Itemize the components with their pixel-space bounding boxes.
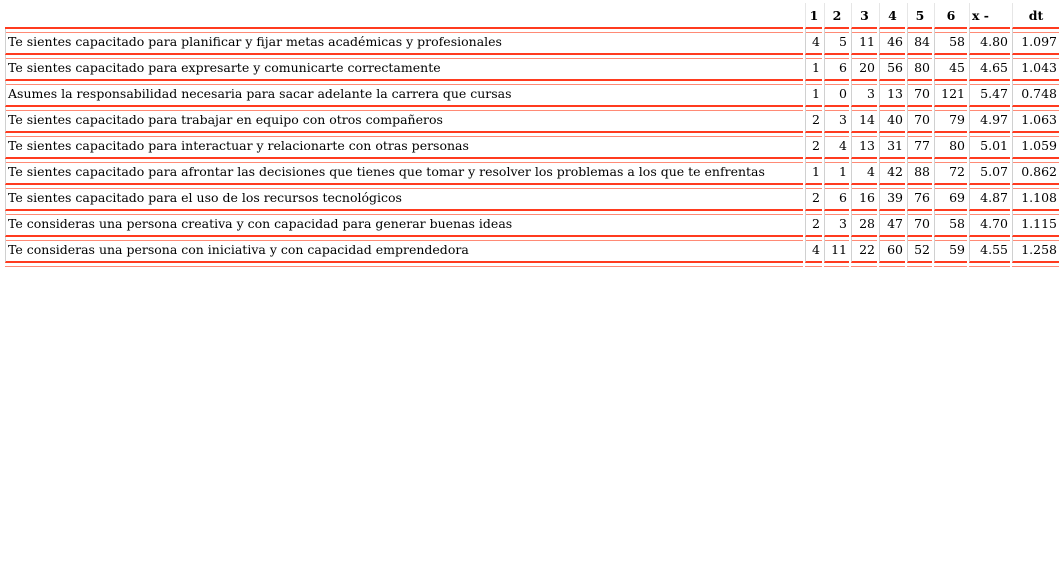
mean-value: 4.97 bbox=[969, 107, 1010, 133]
count-1: 4 bbox=[805, 29, 822, 55]
count-1: 4 bbox=[805, 237, 822, 263]
table-row bbox=[5, 81, 1059, 107]
count-6: 58 bbox=[934, 29, 967, 55]
row-item-label: Te sientes capacitado para afrontar las decisiones que tienes que tomar y resolver los problemas a los que te enfrentas bbox=[5, 159, 803, 185]
std-dev-value: 0.748 bbox=[1012, 81, 1059, 107]
std-dev-value: 1.097 bbox=[1012, 29, 1059, 55]
header-col-6: 6 bbox=[934, 3, 967, 29]
row-item-label: Te sientes capacitado para trabajar en equipo con otros compañeros bbox=[5, 107, 803, 133]
count-3: 11 bbox=[851, 29, 877, 55]
count-3: 14 bbox=[851, 107, 877, 133]
header-col-2: 2 bbox=[824, 3, 849, 29]
header-col-3: 3 bbox=[851, 3, 877, 29]
count-5: 88 bbox=[907, 159, 932, 185]
count-5: 70 bbox=[907, 107, 932, 133]
table-row bbox=[5, 159, 1059, 185]
count-5: 70 bbox=[907, 81, 932, 107]
row-item-label: Te sientes capacitado para planificar y fijar metas académicas y profesionales bbox=[5, 29, 803, 55]
count-6: 69 bbox=[934, 185, 967, 211]
row-item-label: Te sientes capacitado para interactuar y relacionarte con otras personas bbox=[5, 133, 803, 159]
count-5: 80 bbox=[907, 55, 932, 81]
mean-value: 4.65 bbox=[969, 55, 1010, 81]
count-3: 13 bbox=[851, 133, 877, 159]
mean-value: 5.47 bbox=[969, 81, 1010, 107]
count-6: 59 bbox=[934, 237, 967, 263]
count-5: 77 bbox=[907, 133, 932, 159]
table-row bbox=[5, 55, 1059, 81]
count-3: 3 bbox=[851, 81, 877, 107]
count-3: 4 bbox=[851, 159, 877, 185]
row-item-label: Te sientes capacitado para expresarte y comunicarte correctamente bbox=[5, 55, 803, 81]
count-6: 58 bbox=[934, 211, 967, 237]
header-col-4: 4 bbox=[879, 3, 905, 29]
row-item-label: Te consideras una persona creativa y con capacidad para generar buenas ideas bbox=[5, 211, 803, 237]
count-1: 1 bbox=[805, 159, 822, 185]
table-row bbox=[5, 107, 1059, 133]
count-4: 46 bbox=[879, 29, 905, 55]
count-4: 40 bbox=[879, 107, 905, 133]
header-item-column bbox=[5, 3, 803, 29]
count-2: 6 bbox=[824, 55, 849, 81]
count-2: 1 bbox=[824, 159, 849, 185]
count-1: 2 bbox=[805, 185, 822, 211]
mean-value: 5.01 bbox=[969, 133, 1010, 159]
count-6: 121 bbox=[934, 81, 967, 107]
count-6: 45 bbox=[934, 55, 967, 81]
count-2: 11 bbox=[824, 237, 849, 263]
table-row bbox=[5, 133, 1059, 159]
count-2: 5 bbox=[824, 29, 849, 55]
count-2: 3 bbox=[824, 107, 849, 133]
table-row bbox=[5, 29, 1059, 55]
count-5: 76 bbox=[907, 185, 932, 211]
std-dev-value: 1.059 bbox=[1012, 133, 1059, 159]
row-item-label: Asumes la responsabilidad necesaria para sacar adelante la carrera que cursas bbox=[5, 81, 803, 107]
std-dev-value: 1.258 bbox=[1012, 237, 1059, 263]
std-dev-value: 1.108 bbox=[1012, 185, 1059, 211]
count-1: 1 bbox=[805, 81, 822, 107]
count-3: 16 bbox=[851, 185, 877, 211]
header-std-dev: dt bbox=[1012, 3, 1059, 29]
count-3: 20 bbox=[851, 55, 877, 81]
count-1: 2 bbox=[805, 133, 822, 159]
count-1: 1 bbox=[805, 55, 822, 81]
table-row bbox=[5, 185, 1059, 211]
count-5: 70 bbox=[907, 211, 932, 237]
std-dev-value: 1.043 bbox=[1012, 55, 1059, 81]
row-item-label: Te sientes capacitado para el uso de los recursos tecnológicos bbox=[5, 185, 803, 211]
header-col-1: 1 bbox=[805, 3, 822, 29]
count-3: 22 bbox=[851, 237, 877, 263]
count-2: 4 bbox=[824, 133, 849, 159]
count-2: 0 bbox=[824, 81, 849, 107]
header-row bbox=[5, 3, 1059, 29]
mean-value: 4.70 bbox=[969, 211, 1010, 237]
count-4: 42 bbox=[879, 159, 905, 185]
count-4: 47 bbox=[879, 211, 905, 237]
header-col-5: 5 bbox=[907, 3, 932, 29]
std-dev-value: 1.063 bbox=[1012, 107, 1059, 133]
count-6: 79 bbox=[934, 107, 967, 133]
count-4: 31 bbox=[879, 133, 905, 159]
count-2: 3 bbox=[824, 211, 849, 237]
std-dev-value: 1.115 bbox=[1012, 211, 1059, 237]
mean-value: 5.07 bbox=[969, 159, 1010, 185]
count-4: 39 bbox=[879, 185, 905, 211]
table-row bbox=[5, 237, 1059, 263]
count-6: 80 bbox=[934, 133, 967, 159]
count-4: 56 bbox=[879, 55, 905, 81]
mean-value: 4.80 bbox=[969, 29, 1010, 55]
count-5: 84 bbox=[907, 29, 932, 55]
mean-value: 4.55 bbox=[969, 237, 1010, 263]
mean-value: 4.87 bbox=[969, 185, 1010, 211]
count-4: 13 bbox=[879, 81, 905, 107]
count-4: 60 bbox=[879, 237, 905, 263]
count-2: 6 bbox=[824, 185, 849, 211]
std-dev-value: 0.862 bbox=[1012, 159, 1059, 185]
count-5: 52 bbox=[907, 237, 932, 263]
survey-results-table bbox=[3, 3, 1061, 263]
row-item-label: Te consideras una persona con iniciativa y con capacidad emprendedora bbox=[5, 237, 803, 263]
header-mean: x - bbox=[969, 3, 1010, 29]
count-1: 2 bbox=[805, 211, 822, 237]
count-1: 2 bbox=[805, 107, 822, 133]
count-6: 72 bbox=[934, 159, 967, 185]
table-row bbox=[5, 211, 1059, 237]
count-3: 28 bbox=[851, 211, 877, 237]
